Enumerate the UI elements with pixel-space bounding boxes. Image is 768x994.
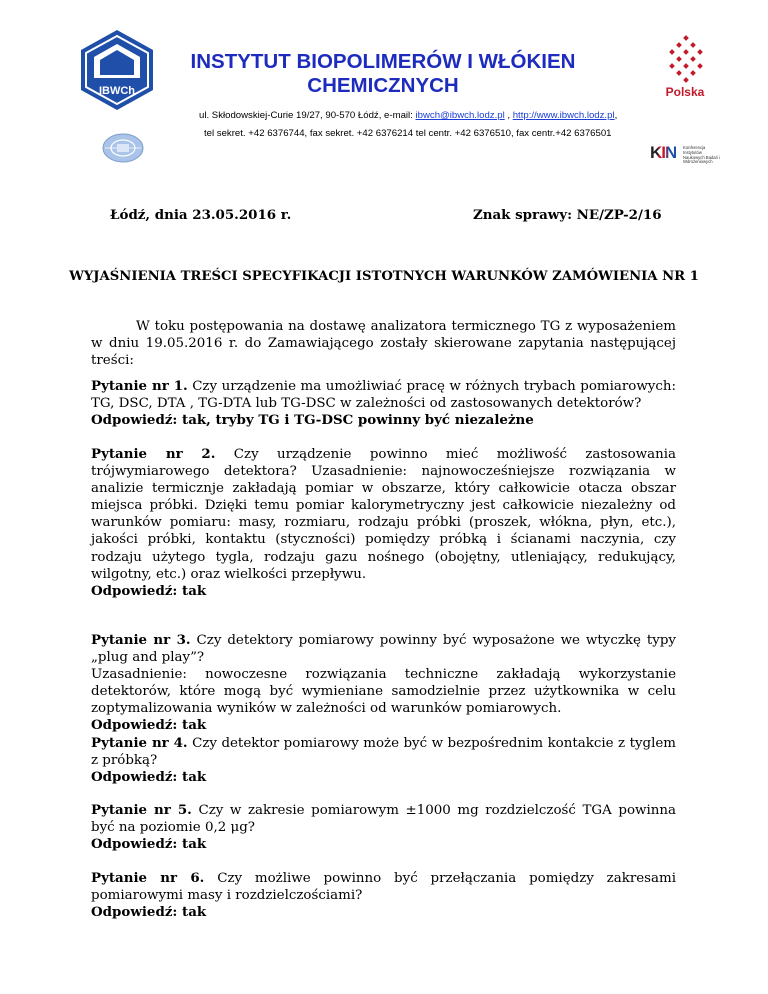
phone-line: tel sekret. +42 6376744, fax sekret. +42 6376214 tel centr. +42 6376510, fax centr.+42 6376501 [204, 128, 612, 139]
globe-seal-icon [101, 132, 145, 164]
logo-text: IBWCh [98, 85, 136, 97]
question-5-text: Czy w zakresie pomiarowym ±1000 mg rozdzielczość TGA powinna być na poziomie 0,2 μg? [91, 803, 677, 836]
question-5-label: Pytanie nr 5. [91, 802, 192, 818]
question-3-text: Czy detektory pomiarowy powinny być wyposażone we wtyczkę typy „plug and play”? [91, 633, 676, 666]
question-4-text: Czy detektor pomiarowy może być w bezpośrednim kontakcie z tyglem z próbką? [91, 736, 676, 769]
intro-paragraph: W toku postępowania na dostawę analizatora termicznego TG z wyposażeniem w dniu 19.05.2016 r. do Zamawiającego zostały skierowane zapytania następującej treści: [91, 319, 676, 369]
answer-6: Odpowiedź: tak [91, 904, 207, 921]
institute-name [160, 50, 606, 98]
kin-logo [650, 143, 676, 163]
institute-name-line2: CHEMICZNYCH [307, 74, 459, 97]
question-5 [91, 802, 676, 853]
kin-logo-text: KIN [650, 143, 677, 162]
question-1-label: Pytanie nr 1. [91, 378, 188, 394]
institute-name-line1: INSTYTUT BIOPOLIMERÓW I WŁÓKIEN [190, 50, 576, 73]
document-title: WYJAŚNIENIA TREŚCI SPECYFIKACJI ISTOTNYCH WARUNKÓW ZAMÓWIENIA NR 1 [69, 269, 699, 284]
question-6-text: Czy możliwe powinno być przełączania pomiędzy zakresami pomiarowymi masy i rozdzielczościami? [91, 871, 676, 904]
polska-label: Polska [665, 85, 705, 99]
question-1-text: Czy urządzenie ma umożliwiać pracę w różnych trybach pomiarowych: TG, DSC, DTA , TG-DTA lub TG-DSC w zależności od zastosowanych detektorów? [91, 379, 676, 412]
kin-caption: Konferencja Instytutów Naukowych Badań i Wdrożeniowych [683, 145, 721, 165]
email-link[interactable]: ibwch@ibwch.lodz.pl [415, 110, 505, 121]
answer-5: Odpowiedź: tak [91, 836, 207, 853]
question-1 [91, 378, 676, 429]
answer-2: Odpowiedź: tak [91, 582, 207, 599]
website-link[interactable]: http://www.ibwch.lodz.pl [512, 110, 615, 121]
question-2-text: Czy urządzenie powinno mieć możliwość zastosowania trójwymiarowego detektora? Uzasadnienie: najnowocześniejsze rozwiązania w analizie termicznje zakładają pomiar w obszarze, który całkowicie otacza obszar miejsca próbki. Dzięki temu pomiar kalorymetryczny jest całkowicie niezależny od warunków pomiaru: masy, rozmiaru, rodzaju próbki (proszek, włókna, płyn, etc.), jakości próbki, kontaktu (styczności) pomiędzy próbką i ścianami naczynia, czy rodzaju użytego tygla, rodzaju gazu nośnego (obojętny, utleniający, redukujący, wilgotny, etc.) oraz wielkości przepływu. [91, 447, 676, 582]
polska-logo-icon [664, 34, 708, 84]
case-number: Znak sprawy: NE/ZP-2/16 [473, 207, 662, 223]
question-6 [91, 870, 676, 921]
answer-3: Odpowiedź: tak [91, 717, 207, 734]
question-2 [91, 446, 676, 600]
answer-4: Odpowiedź: tak [91, 769, 207, 786]
question-2-label: Pytanie nr 2. [91, 446, 216, 462]
question-4 [91, 735, 676, 786]
answer-1: Odpowiedź: tak, tryby TG i TG-DSC powinny być niezależne [91, 412, 534, 429]
ibwch-logo [78, 28, 156, 112]
question-3-label: Pytanie nr 3. [91, 632, 191, 648]
date-line: Łódź, dnia 23.05.2016 r. [110, 207, 292, 223]
address-line: ul. Skłodowskiej-Curie 19/27, 90-570 Łódź, e-mail: ibwch@ibwch.lodz.pl , http://www.ibwch.lodz.pl, [199, 110, 618, 121]
question-3-justification: Uzasadnienie: nowoczesne rozwiązania techniczne zakładają wykorzystanie detektorów, które mogą być wymieniane samodzielnie przez użytkownika w celu zoptymalizowania wyników w zależności od warunków pomiarowych. [91, 667, 676, 717]
question-4-label: Pytanie nr 4. [91, 735, 188, 751]
question-3 [91, 632, 676, 735]
question-6-label: Pytanie nr 6. [91, 870, 205, 886]
